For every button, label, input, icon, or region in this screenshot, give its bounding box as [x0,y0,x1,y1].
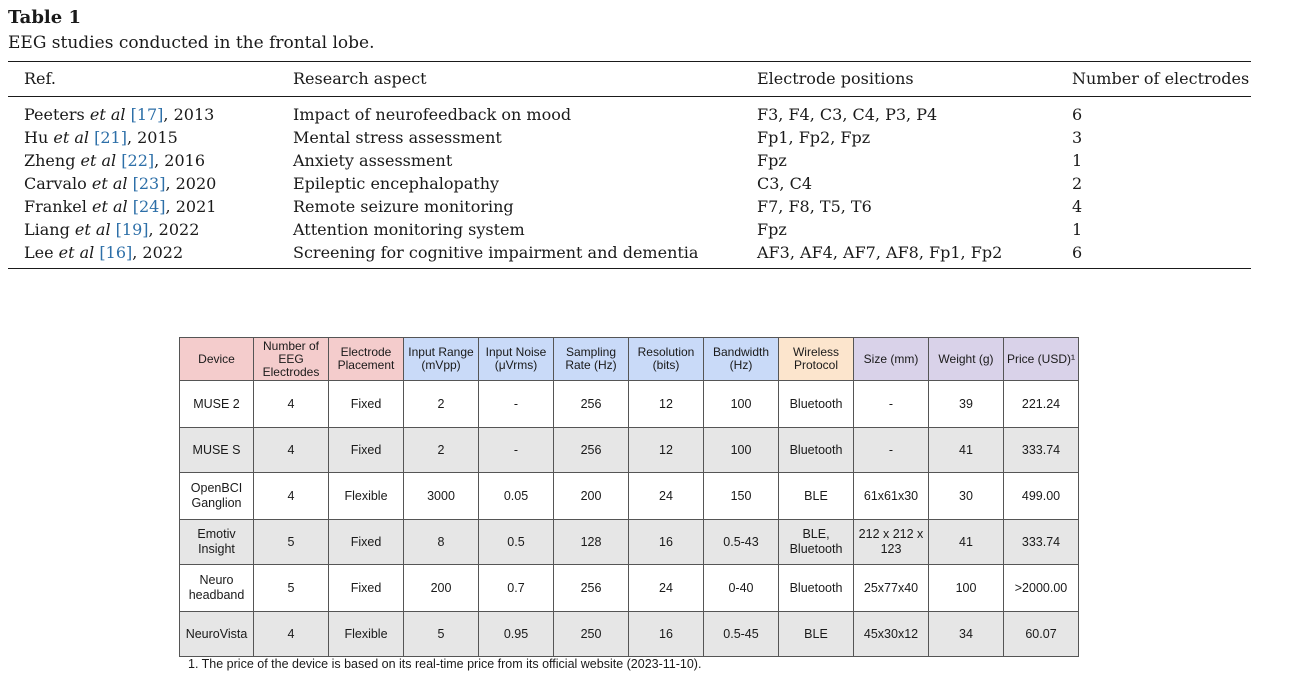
device-value-cell: 100 [929,565,1004,612]
device-value-cell: 30 [929,473,1004,520]
device-value-cell: 25x77x40 [854,565,929,612]
device-table-header-cell: Resolution (bits) [629,338,704,381]
study-etal: et al [89,105,126,124]
device-table-header-row [180,338,1079,381]
device-table-header-cell: Wireless Protocol [779,338,854,381]
study-citation-link[interactable]: [17] [130,105,164,124]
device-value-cell: Bluetooth [779,565,854,612]
device-table-header-cell: Number of EEG Electrodes [254,338,329,381]
device-value-cell: 0.95 [479,612,554,657]
device-value-cell: 5 [254,565,329,612]
device-table-header-cell: Weight (g) [929,338,1004,381]
study-reference [24,220,199,240]
header-electrode-positions: Electrode positions [757,69,914,88]
device-value-cell: 100 [704,428,779,473]
study-author: Liang [24,220,70,239]
device-value-cell: 12 [629,381,704,428]
device-value-cell: - [854,381,929,428]
device-table-row [180,381,1079,428]
study-year: , 2020 [165,174,217,193]
study-electrode-positions: AF3, AF4, AF7, AF8, Fp1, Fp2 [757,243,1003,262]
device-value-cell: 200 [404,565,479,612]
study-year: , 2022 [148,220,200,239]
study-research-aspect: Remote seizure monitoring [293,197,514,216]
device-value-cell: >2000.00 [1004,565,1079,612]
device-value-cell: Bluetooth [779,428,854,473]
table-top-rule [8,61,1251,62]
study-etal: et al [58,243,95,262]
device-value-cell: Flexible [329,612,404,657]
device-value-cell: 16 [629,520,704,565]
study-reference [24,197,216,217]
device-value-cell: Fixed [329,428,404,473]
device-value-cell: 2 [404,428,479,473]
device-value-cell: 221.24 [1004,381,1079,428]
device-value-cell: 2 [404,381,479,428]
device-table-row [180,520,1079,565]
study-research-aspect: Screening for cognitive impairment and dementia [293,243,699,262]
study-electrode-positions: Fpz [757,151,787,170]
device-value-cell: 0.5-43 [704,520,779,565]
study-year: , 2016 [154,151,205,170]
device-name-cell: NeuroVista [180,612,254,657]
study-electrode-count: 4 [1072,197,1083,216]
study-etal: et al [91,197,128,216]
table-header-rule [8,96,1251,97]
study-etal: et al [53,128,89,147]
study-electrode-positions: F7, F8, T5, T6 [757,197,872,216]
study-electrode-positions: Fp1, Fp2, Fpz [757,128,871,147]
device-name-cell: OpenBCI Ganglion [180,473,254,520]
study-electrode-count: 6 [1072,243,1083,262]
device-value-cell: 3000 [404,473,479,520]
device-value-cell: 128 [554,520,629,565]
study-electrode-count: 6 [1072,105,1083,124]
device-value-cell: 5 [254,520,329,565]
study-reference [24,151,205,171]
study-reference [24,174,216,194]
study-citation-link[interactable]: [19] [115,220,149,239]
study-research-aspect: Epileptic encephalopathy [293,174,500,193]
price-footnote: 1. The price of the device is based on its real-time price from its official website (2023-11-10). [188,657,702,671]
device-value-cell: 250 [554,612,629,657]
table-title: Table 1 [8,7,82,28]
device-value-cell: BLE [779,612,854,657]
study-year: , 2013 [163,105,215,124]
device-value-cell: 256 [554,381,629,428]
device-value-cell: 212 x 212 x 123 [854,520,929,565]
device-table-header-cell: Electrode Placement [329,338,404,381]
device-value-cell: 4 [254,473,329,520]
study-electrode-count: 2 [1072,174,1083,193]
device-name-cell: Neuro headband [180,565,254,612]
device-value-cell: 34 [929,612,1004,657]
device-value-cell: - [854,428,929,473]
study-etal: et al [91,174,128,193]
eeg-device-table [179,337,1079,657]
device-table-header-cell: Sampling Rate (Hz) [554,338,629,381]
device-value-cell: 499.00 [1004,473,1079,520]
device-table-row [180,612,1079,657]
device-value-cell: 8 [404,520,479,565]
device-value-cell: 45x30x12 [854,612,929,657]
device-value-cell: 0-40 [704,565,779,612]
study-electrode-positions: Fpz [757,220,787,239]
study-author: Hu [24,128,49,147]
study-citation-link[interactable]: [16] [99,243,133,262]
header-ref: Ref. [24,69,56,88]
study-author: Peeters [24,105,85,124]
device-value-cell: Fixed [329,520,404,565]
table-caption: EEG studies conducted in the frontal lobe. [8,33,375,53]
study-electrode-positions: F3, F4, C3, C4, P3, P4 [757,105,938,124]
device-value-cell: 60.07 [1004,612,1079,657]
device-value-cell: 333.74 [1004,428,1079,473]
device-value-cell: Flexible [329,473,404,520]
study-citation-link[interactable]: [23] [132,174,166,193]
device-value-cell: 12 [629,428,704,473]
device-value-cell: 333.74 [1004,520,1079,565]
study-electrode-count: 3 [1072,128,1083,147]
study-citation-link[interactable]: [21] [94,128,127,147]
device-value-cell: 100 [704,381,779,428]
device-name-cell: MUSE 2 [180,381,254,428]
device-table-header-cell: Input Range (mVpp) [404,338,479,381]
device-value-cell: Fixed [329,381,404,428]
device-table-header-cell: Input Noise (μVrms) [479,338,554,381]
study-research-aspect: Anxiety assessment [293,151,453,170]
study-citation-link[interactable]: [24] [132,197,166,216]
study-author: Zheng [24,151,76,170]
device-value-cell: BLE, Bluetooth [779,520,854,565]
device-name-cell: MUSE S [180,428,254,473]
device-name-cell: Emotiv Insight [180,520,254,565]
device-value-cell: 0.05 [479,473,554,520]
study-research-aspect: Attention monitoring system [293,220,525,239]
device-value-cell: 0.5 [479,520,554,565]
device-table-header-cell: Bandwidth (Hz) [704,338,779,381]
table-bottom-rule [8,268,1251,269]
device-value-cell: 5 [404,612,479,657]
study-year: , 2021 [165,197,217,216]
device-table-row [180,473,1079,520]
study-electrode-positions: C3, C4 [757,174,813,193]
study-reference [24,243,183,263]
study-citation-link[interactable]: [22] [121,151,155,170]
study-reference [24,128,178,148]
study-research-aspect: Impact of neurofeedback on mood [293,105,572,124]
header-number-of-electrodes: Number of electrodes [1072,69,1250,88]
device-value-cell: - [479,381,554,428]
header-research-aspect: Research aspect [293,69,427,88]
device-value-cell: 4 [254,381,329,428]
device-value-cell: 256 [554,428,629,473]
study-etal: et al [80,151,117,170]
device-value-cell: 200 [554,473,629,520]
device-table-header-cell: Size (mm) [854,338,929,381]
device-value-cell: BLE [779,473,854,520]
device-value-cell: 0.5-45 [704,612,779,657]
device-value-cell: 4 [254,428,329,473]
device-value-cell: Fixed [329,565,404,612]
study-year: , 2015 [126,128,178,147]
study-author: Frankel [24,197,87,216]
study-research-aspect: Mental stress assessment [293,128,502,147]
study-electrode-count: 1 [1072,220,1083,239]
study-author: Carvalo [24,174,87,193]
device-value-cell: 39 [929,381,1004,428]
study-year: , 2022 [132,243,184,262]
device-table-row [180,428,1079,473]
device-value-cell: 0.7 [479,565,554,612]
study-reference [24,105,214,125]
device-table-row [180,565,1079,612]
device-value-cell: 256 [554,565,629,612]
device-value-cell: 41 [929,520,1004,565]
device-value-cell: 150 [704,473,779,520]
device-table-body [180,381,1079,657]
device-value-cell: 4 [254,612,329,657]
device-value-cell: 24 [629,473,704,520]
device-value-cell: - [479,428,554,473]
device-value-cell: 61x61x30 [854,473,929,520]
study-electrode-count: 1 [1072,151,1083,170]
device-value-cell: 24 [629,565,704,612]
study-etal: et al [74,220,111,239]
device-table-header-cell: Price (USD)¹ [1004,338,1079,381]
device-table-header-cell: Device [180,338,254,381]
study-author: Lee [24,243,54,262]
device-value-cell: 16 [629,612,704,657]
device-value-cell: Bluetooth [779,381,854,428]
device-value-cell: 41 [929,428,1004,473]
